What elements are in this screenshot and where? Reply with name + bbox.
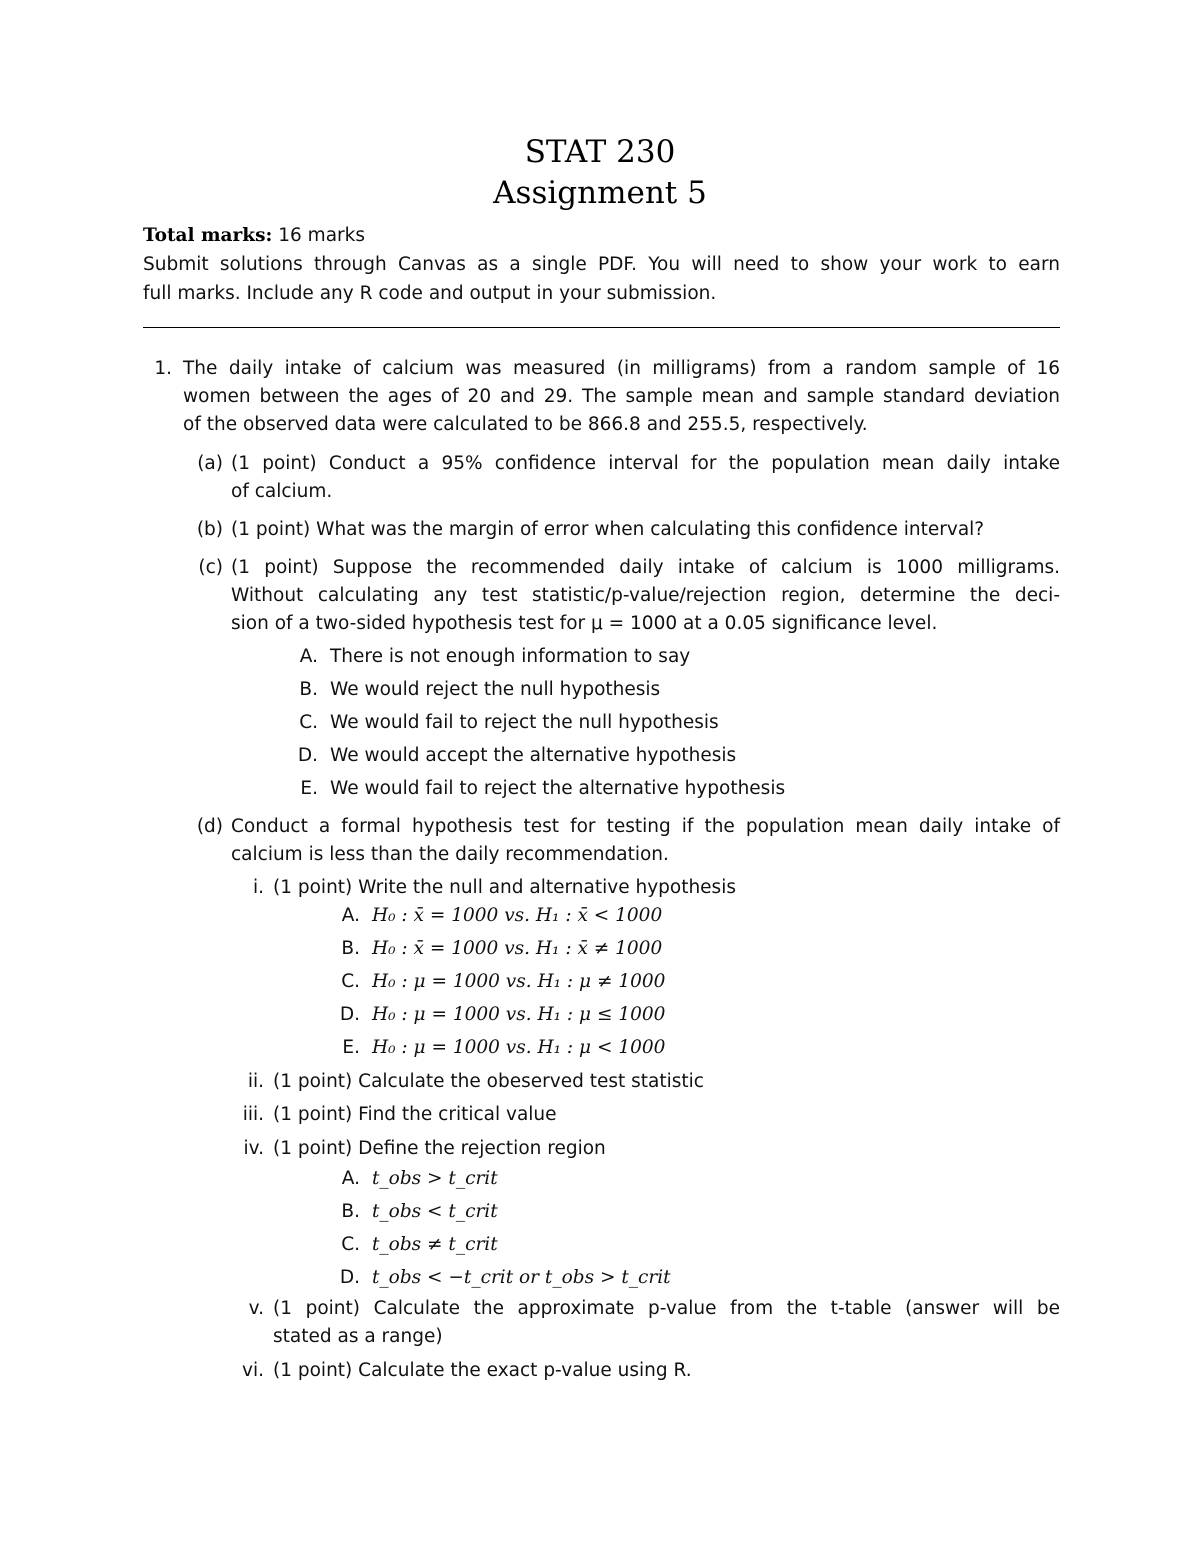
iv-option-b-text: t_obs < t_crit <box>372 1201 498 1222</box>
question-text-line3: of the observed data were calculated to be 866.8 and 255.5, respectively. <box>183 414 868 435</box>
c-option-c-text: We would fail to reject the null hypothesis <box>330 712 719 733</box>
subpart-iv-text: (1 point) Define the rejection region <box>273 1138 606 1159</box>
total-marks <box>143 222 365 250</box>
iv-option-a-text: t_obs > t_crit <box>372 1168 498 1189</box>
i-option-d-label: D. <box>339 1004 360 1025</box>
part-a-label: (a) <box>197 453 223 474</box>
subpart-vi-text: (1 point) Calculate the exact p-value using R. <box>273 1360 692 1381</box>
horizontal-divider <box>143 327 1060 328</box>
iv-option-c-text: t_obs ≠ t_crit <box>372 1234 498 1255</box>
iv-option-b-label: B. <box>341 1201 360 1222</box>
subpart-v-line2: stated as a range) <box>273 1326 443 1347</box>
part-b-line1: (1 point) What was the margin of error when calculating this confidence interval? <box>231 519 985 540</box>
i-option-e-label: E. <box>342 1037 360 1058</box>
c-option-b-text: We would reject the null hypothesis <box>330 679 661 700</box>
part-b-label: (b) <box>196 519 223 540</box>
subpart-v-line1: (1 point) Calculate the approximate p-value from the t-table (answer will be <box>273 1298 1060 1319</box>
part-c-line1: (1 point) Suppose the recommended daily intake of calcium is 1000 milligrams. <box>231 557 1060 578</box>
i-option-b-text: H₀ : x̄ = 1000 vs. H₁ : x̄ ≠ 1000 <box>372 938 663 959</box>
i-option-d-text: H₀ : μ = 1000 vs. H₁ : μ ≤ 1000 <box>372 1004 666 1025</box>
iv-option-d-text: t_obs < −t_crit or t_obs > t_crit <box>372 1267 671 1288</box>
iv-option-d-label: D. <box>339 1267 360 1288</box>
i-option-c-text: H₀ : μ = 1000 vs. H₁ : μ ≠ 1000 <box>372 971 666 992</box>
part-c-label: (c) <box>198 557 223 578</box>
course-title: STAT 230 <box>524 134 676 170</box>
c-option-c-label: C. <box>299 712 318 733</box>
subpart-v-label: v. <box>248 1298 264 1319</box>
i-option-a-label: A. <box>341 905 360 926</box>
part-c-line2: Without calculating any test statistic/p-value/rejection region, determine the deci- <box>231 585 1060 606</box>
total-marks-value: 16 marks <box>278 225 365 246</box>
subpart-i-text: (1 point) Write the null and alternative hypothesis <box>273 877 736 898</box>
i-option-b-label: B. <box>341 938 360 959</box>
subpart-ii-text: (1 point) Calculate the obeserved test statistic <box>273 1071 704 1092</box>
c-option-e-text: We would fail to reject the alternative hypothesis <box>330 778 786 799</box>
part-a-line1: (1 point) Conduct a 95% confidence interval for the population mean daily intake <box>231 453 1060 474</box>
question-text-line1: The daily intake of calcium was measured (in milligrams) from a random sample of 16 <box>183 358 1060 379</box>
part-d-line2: calcium is less than the daily recommendation. <box>231 844 669 865</box>
part-d-line1: Conduct a formal hypothesis test for testing if the population mean daily intake of <box>231 816 1060 837</box>
c-option-a-text: There is not enough information to say <box>330 646 691 667</box>
submission-instructions-line1: Submit solutions through Canvas as a single PDF. You will need to show your work to earn <box>143 254 1060 275</box>
c-option-e-label: E. <box>300 778 318 799</box>
c-option-a-label: A. <box>299 646 318 667</box>
subpart-iii-text: (1 point) Find the critical value <box>273 1104 557 1125</box>
i-option-a-text: H₀ : x̄ = 1000 vs. H₁ : x̄ < 1000 <box>372 905 663 926</box>
question-text-line2: women between the ages of 20 and 29. The sample mean and sample standard deviation <box>183 386 1060 407</box>
submission-instructions-line2: full marks. Include any R code and output in your submission. <box>143 283 717 304</box>
c-option-d-text: We would accept the alternative hypothesis <box>330 745 737 766</box>
subpart-i-label: i. <box>252 877 264 898</box>
i-option-c-label: C. <box>341 971 360 992</box>
part-c-line3: sion of a two-sided hypothesis test for μ = 1000 at a 0.05 significance level. <box>231 613 938 634</box>
question-number: 1. <box>154 358 172 379</box>
part-d-label: (d) <box>196 816 223 837</box>
c-option-b-label: B. <box>299 679 318 700</box>
subpart-vi-label: vi. <box>242 1360 264 1381</box>
iv-option-c-label: C. <box>341 1234 360 1255</box>
subpart-ii-label: ii. <box>247 1071 264 1092</box>
total-marks-label: Total marks: <box>143 225 273 246</box>
part-a-line2: of calcium. <box>231 481 333 502</box>
i-option-e-text: H₀ : μ = 1000 vs. H₁ : μ < 1000 <box>372 1037 666 1058</box>
subpart-iv-label: iv. <box>243 1138 264 1159</box>
assignment-title: Assignment 5 <box>493 175 707 211</box>
iv-option-a-label: A. <box>341 1168 360 1189</box>
subpart-iii-label: iii. <box>242 1104 264 1125</box>
c-option-d-label: D. <box>297 745 318 766</box>
